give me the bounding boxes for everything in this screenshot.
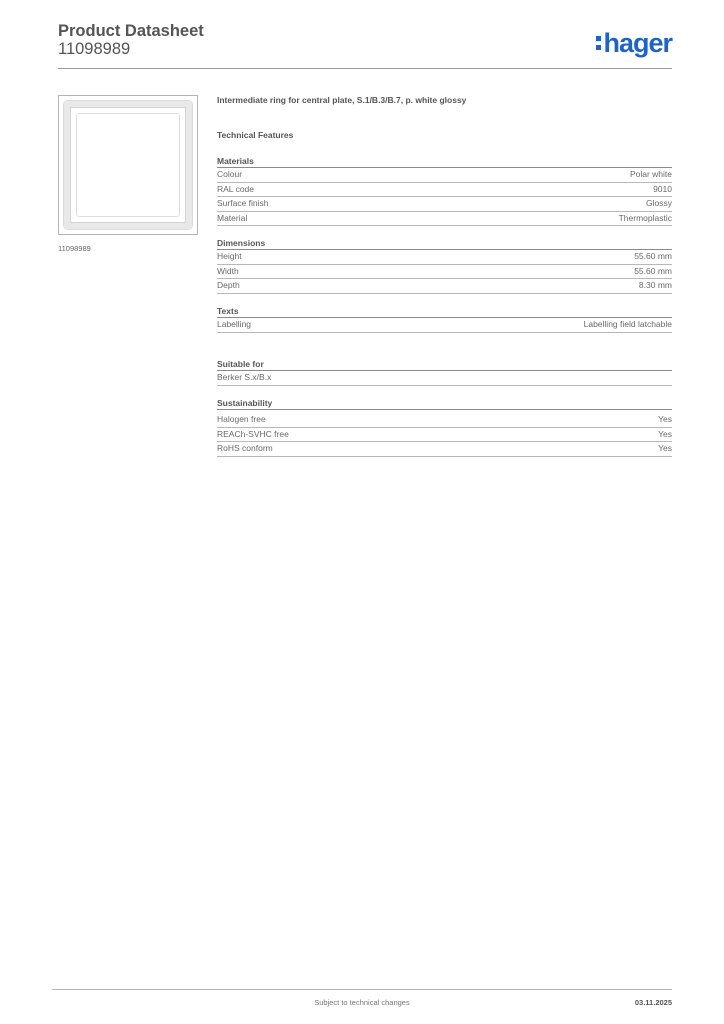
product-description: Intermediate ring for central plate, S.1/B.3/B.7, p. white glossy — [217, 95, 467, 105]
table-row — [217, 413, 672, 428]
section-title: Suitable for — [217, 358, 672, 371]
row-value: Yes — [658, 428, 672, 439]
technical-features-heading: Technical Features — [217, 130, 294, 140]
row-label: Height — [217, 251, 242, 261]
table-row — [217, 197, 672, 212]
table-row — [217, 442, 672, 457]
section-sustainability — [217, 397, 672, 457]
row-value: Yes — [658, 414, 672, 424]
row-value: Polar white — [629, 169, 672, 179]
row-label: Halogen free — [217, 414, 266, 424]
section-title: Dimensions — [217, 237, 672, 250]
logo-text: hager — [603, 27, 672, 58]
row-value: 55.60 mm — [634, 251, 672, 261]
table-row — [217, 428, 672, 443]
row-label: RAL code — [217, 183, 255, 194]
header-divider — [58, 68, 672, 69]
table-row — [217, 183, 672, 198]
page-header — [58, 22, 672, 68]
section-title: Materials — [217, 155, 672, 168]
row-label: Labelling — [217, 319, 252, 329]
section-title: Texts — [217, 305, 672, 318]
footer-divider — [52, 989, 672, 990]
table-row — [217, 212, 672, 227]
section-title: Sustainability — [217, 397, 672, 410]
row-value: 8.30 mm — [638, 280, 672, 291]
row-label: Surface finish — [217, 198, 269, 209]
row-value: 9010 — [653, 183, 672, 194]
footer-date: 03.11.2025 — [634, 998, 672, 1007]
intermediate-ring-picture — [64, 101, 192, 229]
table-row — [217, 168, 672, 183]
logo-colon-icon — [596, 34, 601, 52]
table-row — [217, 318, 672, 333]
table-row — [217, 371, 672, 386]
row-label: Material — [217, 212, 248, 223]
product-number: 11098989 — [58, 40, 131, 58]
row-value: Thermoplastic — [618, 212, 672, 223]
section-materials — [217, 155, 672, 226]
table-row — [217, 279, 672, 294]
row-value: Labelling field latchable — [583, 319, 672, 329]
document-title: Product Datasheet — [58, 22, 204, 40]
section-dimensions — [217, 237, 672, 294]
row-value: Yes — [658, 443, 672, 454]
product-image — [58, 95, 198, 235]
row-label: Colour — [217, 169, 243, 179]
row-label: REACh-SVHC free — [217, 428, 289, 439]
hager-logo — [596, 28, 672, 58]
image-caption: 11098989 — [58, 244, 91, 253]
section-texts — [217, 305, 672, 333]
row-label: Depth — [217, 280, 240, 291]
row-label: RoHS conform — [217, 443, 273, 454]
section-suitable-for — [217, 358, 672, 386]
row-value: Glossy — [646, 198, 672, 209]
table-row — [217, 265, 672, 280]
row-label: Berker S.x/B.x — [217, 372, 272, 382]
row-value: 55.60 mm — [634, 265, 672, 276]
footer-note: Subject to technical changes — [314, 998, 410, 1007]
table-row — [217, 250, 672, 265]
row-label: Width — [217, 265, 239, 276]
